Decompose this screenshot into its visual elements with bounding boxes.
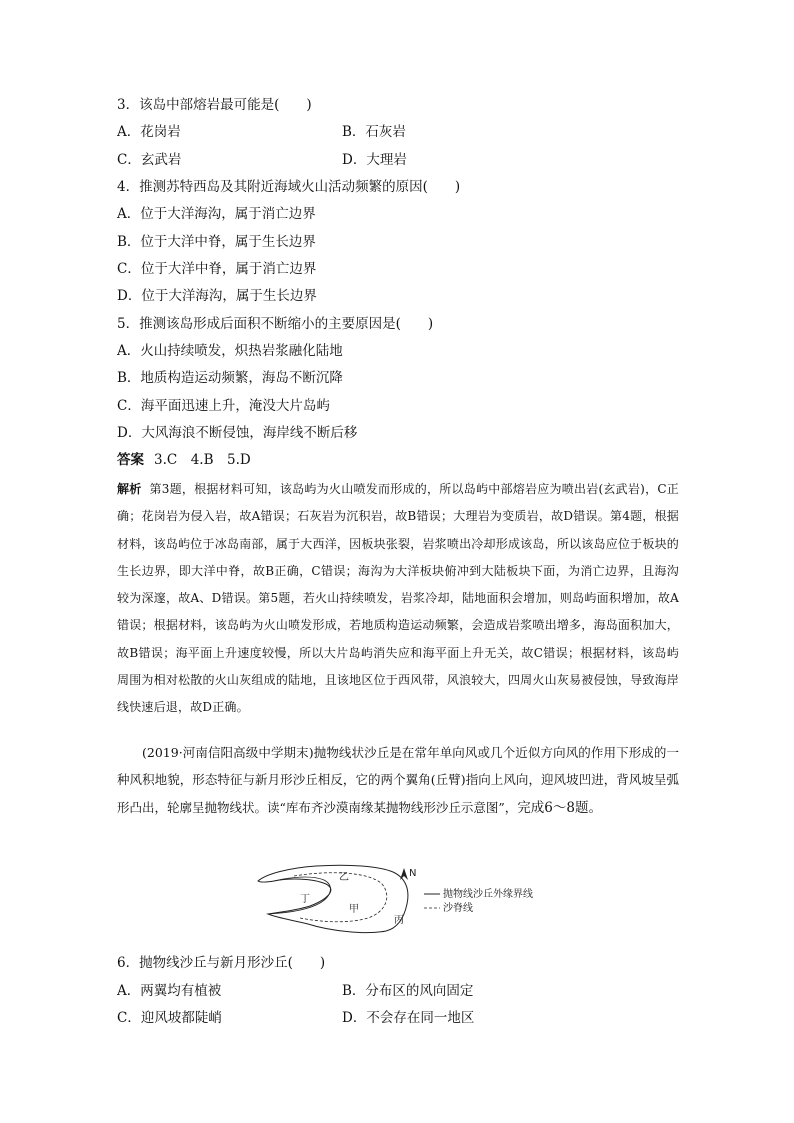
question-4-stem: 4．推测苏特西岛及其附近海域火山活动频繁的原因( ) — [117, 179, 461, 195]
question-6-option-a: A．两翼均有植被 — [117, 983, 222, 999]
north-arrow-icon — [400, 868, 408, 880]
answer-line — [117, 450, 251, 470]
parabolic-dune-diagram — [250, 860, 550, 940]
question-3-option-d: D．大理岩 — [342, 152, 407, 168]
analysis-label: 解析 — [117, 482, 142, 496]
question-5-stem: 5．推测该岛形成后面积不断缩小的主要原因是( ) — [117, 316, 434, 332]
question-4-option-b: B．位于大洋中脊，属于生长边界 — [117, 234, 316, 250]
question-5-option-c: C．海平面迅速上升，淹没大片岛屿 — [117, 398, 330, 414]
question-6-stem: 6．抛物线沙丘与新月形沙丘( ) — [117, 955, 326, 971]
question-3-option-a: A．花岗岩 — [117, 124, 181, 140]
material-intro-tail: 完成6～8题。 — [517, 799, 602, 816]
analysis-text: 第3题，根据材料可知，该岛屿为火山喷发而形成的，所以岛屿中部熔岩应为喷出岩(玄武岩)，C正确；花岗岩为侵入岩，故A错误；石灰岩为沉积岩，故B错误；大理岩为变质岩，故D错误。第4题，根据材料，该岛屿位于冰岛南部，属于大西洋，因板块张裂，岩浆喷出冷却形成该岛，所以该岛应位于板块的生长边界，即大洋中脊，故B正确，C错误；海沟为大洋板块俯冲到大陆板块下面，为消亡边界，且海沟较为深邃，故A、D错误。第5题，若火山持续喷发，岩浆冷却，陆地面积会增加，则岛屿面积增加，故A错误；根据材料，该岛屿为火山喷发形成，若地质构造运动频繁，会造成岩浆喷出增多，海岛面积加大，故B错误；海平面上升速度较慢，所以大片岛屿消失应和海平面上升无关，故C错误；根据材料，该岛屿周围为相对松散的火山灰组成的陆地，且该地区位于西风带，风浪较大，四周火山灰易被侵蚀，导致海岸线快速后退，故D正确。 — [117, 482, 680, 715]
material-intro-text: (2019·河南信阳高级中学期末)抛物线状沙丘是在常年单向风或几个近似方向风的作用下形成的一种风积地貌，形态特征与新月形沙丘相反，它的两个翼角(丘臂)指向上风向，迎风坡凹进，背风坡呈弧形凸出，轮廓呈抛物线状。读“库布齐沙漠南缘某抛物线形沙丘示意图”， — [117, 745, 679, 815]
answer-label: 答案 — [117, 452, 144, 468]
question-4-option-c: C．位于大洋中脊，属于消亡边界 — [117, 261, 317, 277]
question-4-option-a: A．位于大洋海沟，属于消亡边界 — [117, 206, 316, 222]
label-bing: 丙 — [394, 915, 404, 926]
label-ding: 丁 — [300, 894, 310, 905]
dune-diagram-svg — [250, 860, 550, 940]
dune-outer-boundary — [258, 865, 408, 932]
label-jia: 甲 — [349, 904, 359, 915]
question-3-option-c: C．玄武岩 — [117, 152, 182, 168]
question-3-option-b: B．石灰岩 — [342, 124, 406, 140]
legend-outer-label: 抛物线沙丘外缘界线 — [443, 889, 533, 900]
question-6-option-b: B．分布区的风向固定 — [342, 983, 474, 999]
question-5-option-d: D．大风海浪不断侵蚀，海岸线不断后移 — [117, 425, 358, 441]
question-6-option-c: C．迎风坡都陡峭 — [117, 1010, 222, 1026]
question-5-option-b: B．地质构造运动频繁，海岛不断沉降 — [117, 370, 343, 386]
question-4-option-d: D．位于大洋海沟，属于生长边界 — [117, 288, 317, 304]
answer-text: 3.C 4.B 5.D — [154, 452, 251, 468]
question-6-option-d: D．不会存在同一地区 — [342, 1010, 475, 1026]
question-5-option-a: A．火山持续喷发，炽热岩浆融化陆地 — [117, 343, 343, 359]
label-yi: 乙 — [339, 872, 349, 883]
legend-ridge-label: 沙脊线 — [443, 903, 473, 914]
north-label: N — [409, 868, 417, 879]
material-intro-paragraph — [117, 739, 679, 822]
analysis-paragraph — [117, 476, 679, 722]
question-3-stem: 3．该岛中部熔岩最可能是( ) — [117, 97, 312, 113]
